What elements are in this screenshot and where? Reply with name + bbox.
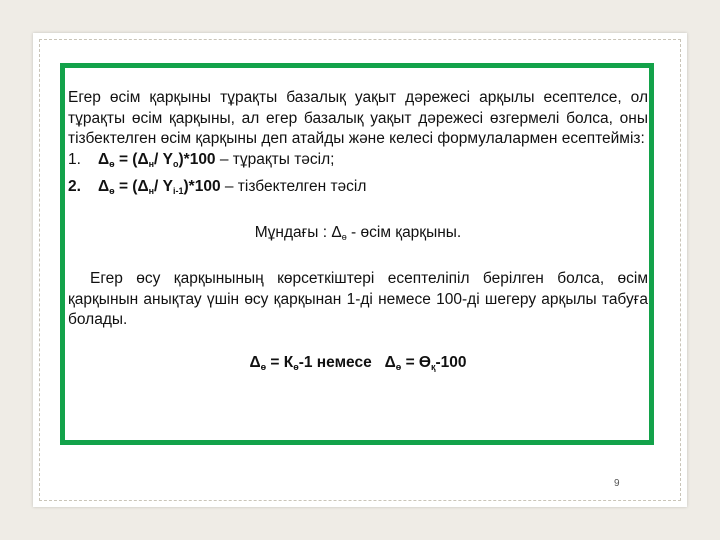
final-d1-sub: ө (260, 361, 267, 372)
second-paragraph: Егер өсу қарқынының көрсеткіштері есептеліпіл берілген болса, өсім қарқынын анықтау үшін өсу қарқынан 1-ді немесе 100-ді шегеру арқылы табуға болады. (68, 270, 648, 328)
formula-1-d-sub: н (148, 158, 155, 169)
where-line (68, 223, 648, 248)
formula-1-rest: )*100 (178, 150, 216, 168)
formula-1-number: 1. (68, 150, 81, 168)
formula-1-eq: = (Δ (114, 150, 149, 168)
formula-1 (68, 150, 648, 175)
formula-2-number: 2. (68, 178, 81, 195)
final-rest1: -1 немесе (298, 353, 385, 371)
formula-2-slash: / Y (154, 178, 173, 195)
formula-1-delta-sub: ө (109, 158, 115, 169)
formula-1-y-sub: о (173, 158, 179, 169)
final-eq1: = К (266, 353, 294, 371)
final-o-sub: қ (431, 361, 436, 372)
where-prefix: Мұндағы : (254, 223, 332, 241)
formula-1-desc: – тұрақты тәсіл; (215, 150, 335, 168)
final-d2: Δ (384, 353, 396, 371)
formula-2 (68, 177, 648, 202)
formula-2-delta: Δ (98, 178, 110, 195)
where-delta-sub: ө (341, 231, 347, 242)
final-d2-sub: ө (395, 361, 402, 372)
page-number: 9 (614, 478, 620, 489)
formula-2-eq: = (Δ (114, 178, 149, 195)
intro-paragraph: Егер өсім қарқыны тұрақты базалық уақыт дәрежесі арқылы есептелсе, ол тұрақты өсім қарқыны, ал егер базалық уақыт дәрежесі өзгермелі болса, оны тізбектелген өсім қарқыны деп атайды және келесі формулалармен есептейміз: (68, 89, 648, 147)
formula-2-d-sub: н (148, 186, 155, 196)
where-delta: Δ (331, 223, 342, 241)
final-k-sub: ө (293, 361, 299, 372)
formula-2-desc: – тізбектелген тәсіл (220, 178, 367, 195)
formula-2-rest: )*100 (183, 178, 221, 195)
formula-2-delta-sub: ө (109, 186, 115, 196)
formula-1-delta: Δ (98, 150, 110, 168)
formula-2-y-sub: i-1 (173, 186, 184, 196)
final-rest2: -100 (435, 353, 467, 371)
final-d1: Δ (249, 353, 261, 371)
formula-1-slash: / Y (154, 150, 173, 168)
where-suffix: - өсім қарқыны. (346, 223, 462, 241)
final-formula (68, 353, 648, 378)
slide-content (68, 88, 648, 377)
final-eq2: = Ө (401, 353, 431, 371)
